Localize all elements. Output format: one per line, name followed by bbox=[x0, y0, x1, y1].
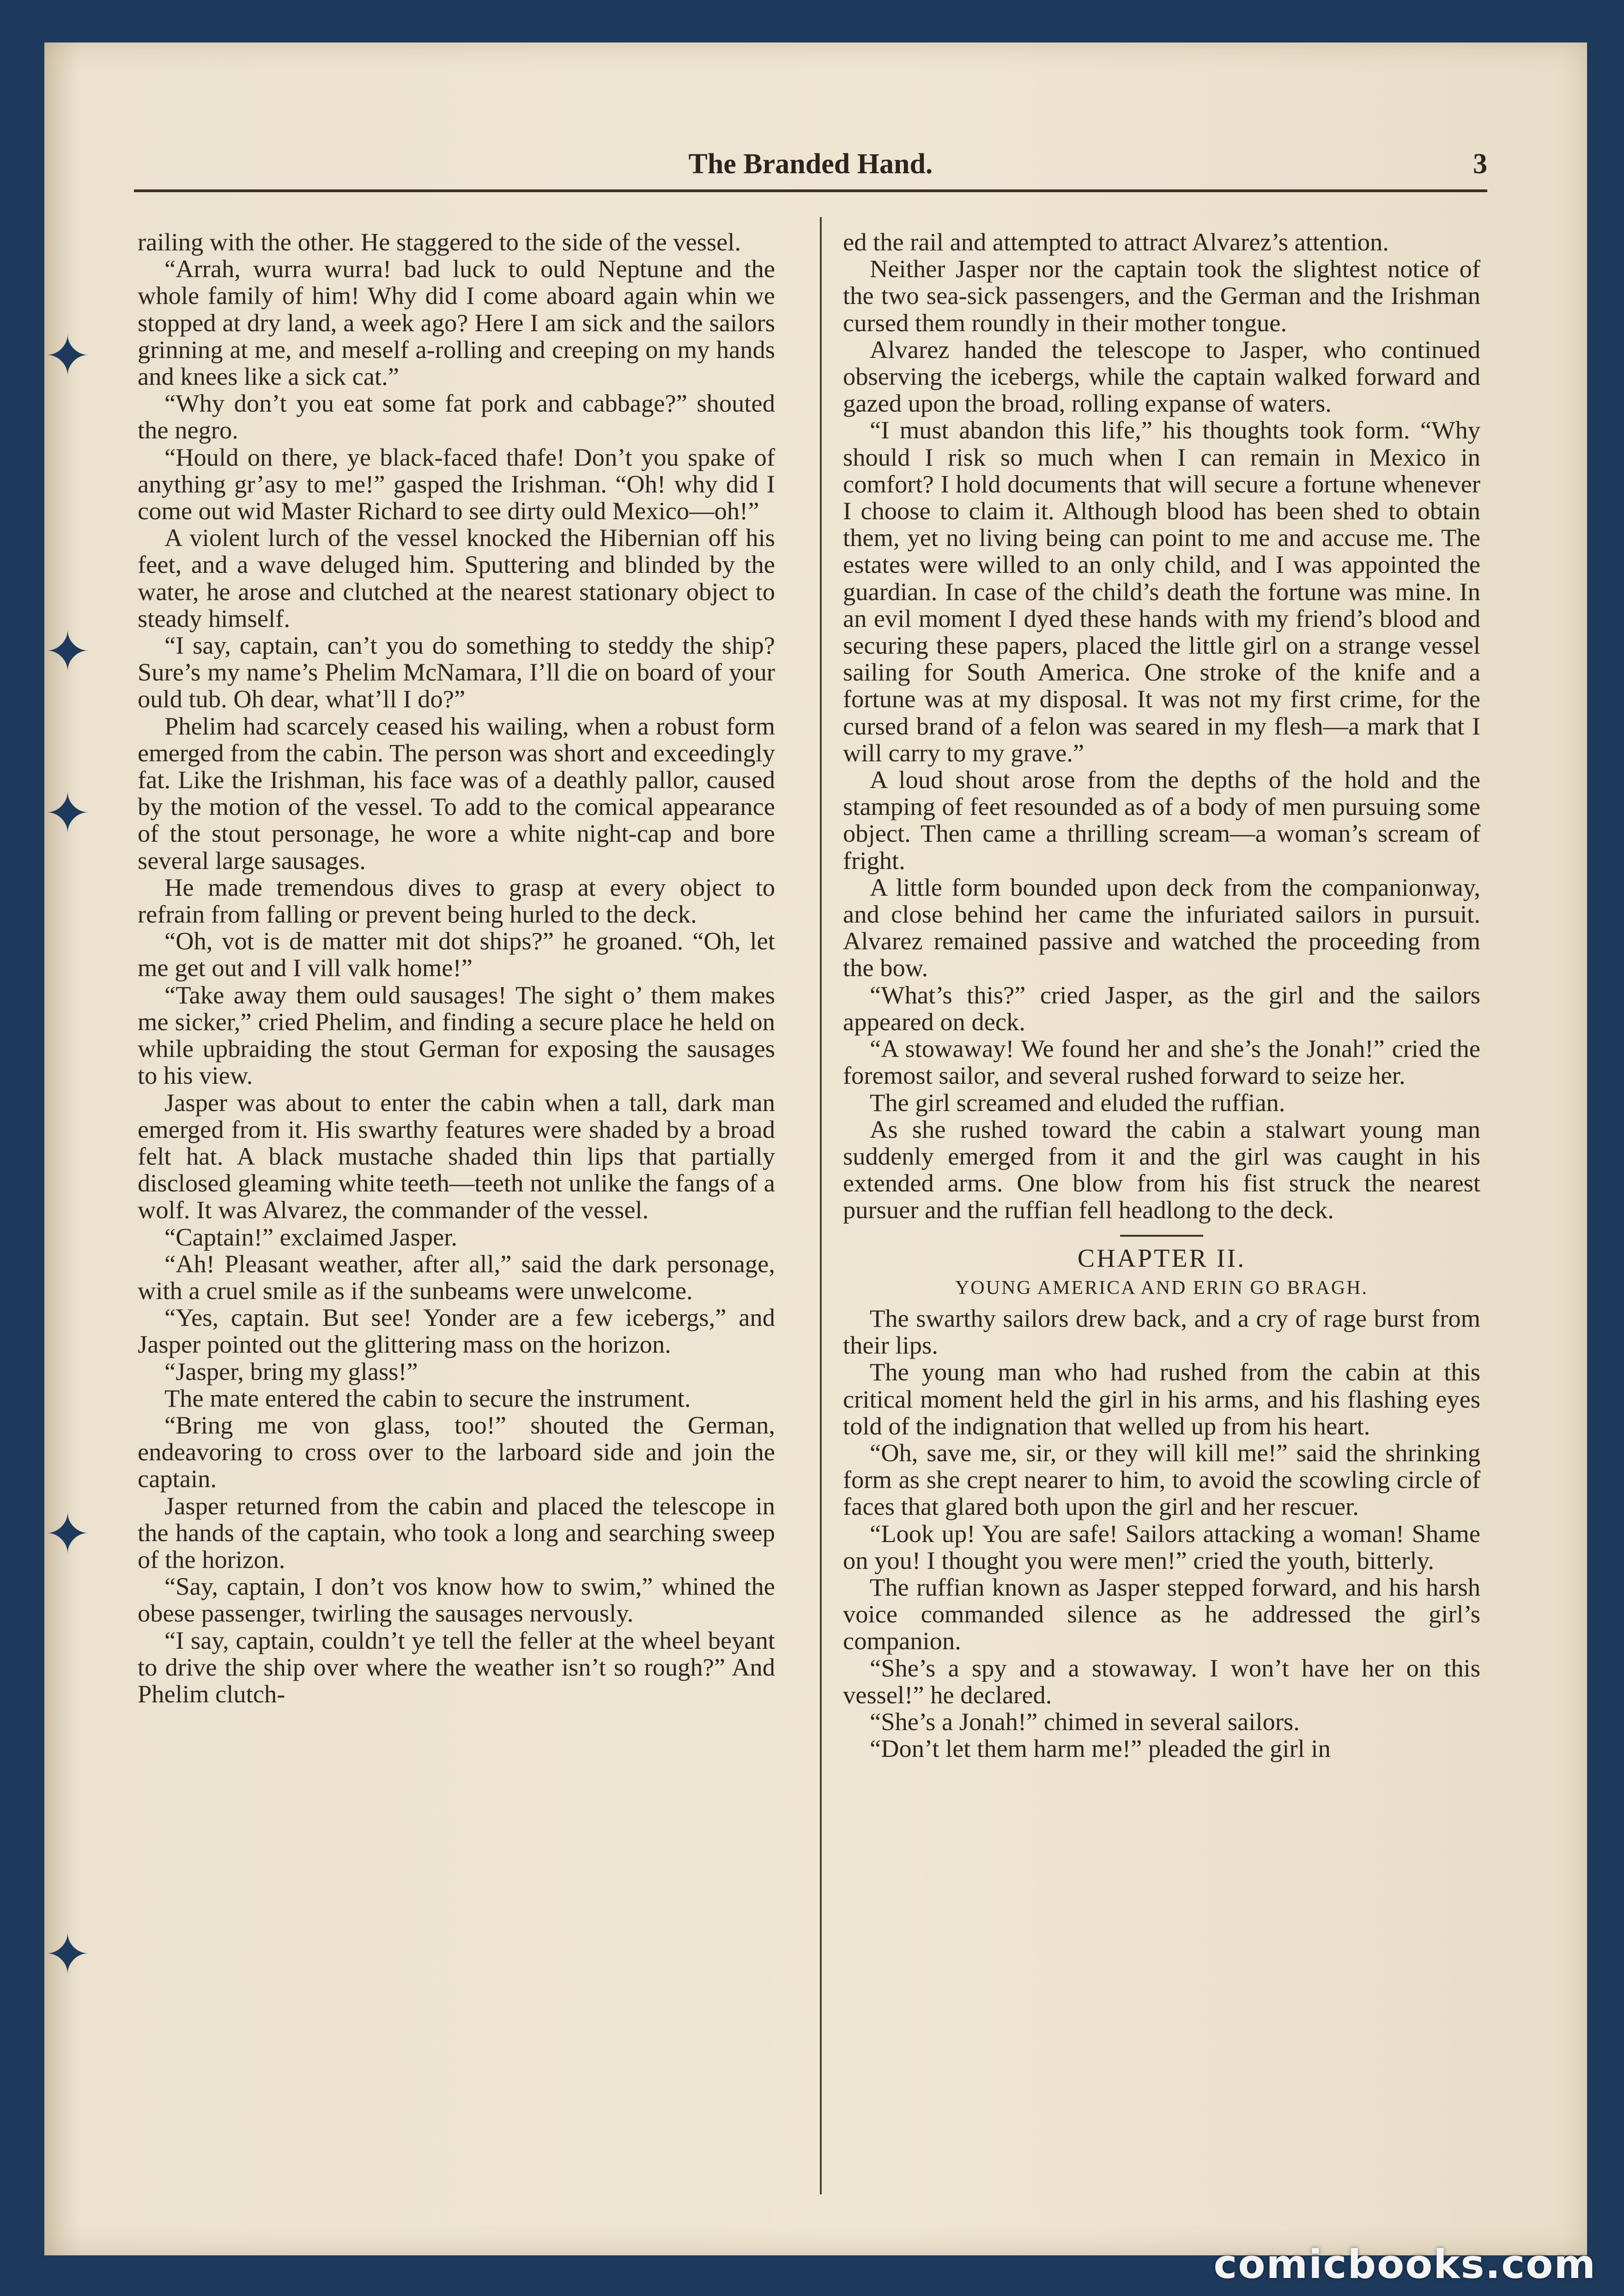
paragraph: A little form bounded upon deck from the companionway, and close behind her came the infuriated sailors in pursuit. Alvarez remained passive and watched the proceeding from the bow. bbox=[843, 873, 1480, 982]
paragraph: “I say, captain, can’t you do something to steddy the ship? Sure’s my name’s Phelim McNamara, I’ll die on board of your ould tub. Oh dear, what’ll I do?” bbox=[138, 631, 775, 713]
binding-stitch: ✦ bbox=[44, 621, 91, 683]
binding-stitch: ✦ bbox=[44, 1504, 91, 1565]
left-column bbox=[138, 229, 775, 1707]
paragraph: “Arrah, wurra wurra! bad luck to ould Neptune and the whole family of him! Why did I come aboard again whin we stopped at dry land, a week ago? Here I am sick and the sailors grinning at me, and meself a-rolling and creeping on my hands and knees like a sick cat.” bbox=[138, 255, 775, 391]
paragraph: “Yes, captain. But see! Yonder are a few icebergs,” and Jasper pointed out the glittering mass on the horizon. bbox=[138, 1303, 775, 1359]
binding-stitch: ✦ bbox=[44, 326, 91, 387]
chapter-rule bbox=[1120, 1235, 1203, 1237]
page-number: 3 bbox=[1473, 148, 1487, 180]
paragraph: As she rushed toward the cabin a stalwart young man suddenly emerged from it and the girl was caught in his extended arms. One blow from his fist struck the nearest pursuer and the ruffian fell headlong to the deck. bbox=[843, 1115, 1480, 1224]
paragraph: “Why don’t you eat some fat pork and cabbage?” shouted the negro. bbox=[138, 389, 775, 444]
paragraph: The swarthy sailors drew back, and a cry of rage burst from their lips. bbox=[843, 1304, 1480, 1360]
right-column-text-before-chapter bbox=[843, 229, 1480, 1224]
right-column bbox=[843, 229, 1480, 1762]
paragraph: Jasper returned from the cabin and placed the telescope in the hands of the captain, who took a long and searching sweep of the horizon. bbox=[138, 1491, 775, 1573]
paragraph: “I say, captain, couldn’t ye tell the feller at the wheel beyant to drive the ship over where the weather isn’t so rough?” And Phelim clutch- bbox=[138, 1626, 775, 1708]
paragraph: Alvarez handed the telescope to Jasper, who continued observing the icebergs, while the captain walked forward and gazed upon the broad, rolling expanse of waters. bbox=[843, 335, 1480, 418]
binding-stitch: ✦ bbox=[44, 1924, 91, 1986]
paragraph: Jasper was about to enter the cabin when a tall, dark man emerged from it. His swarthy features were shaded by a broad felt hat. A black mustache shaded thin lips that partially disclosed gleaming white teeth—teeth not unlike the fangs of a wolf. It was Alvarez, the commander of the vessel. bbox=[138, 1088, 775, 1224]
paragraph: “Say, captain, I don’t vos know how to swim,” whined the obese passenger, twirling the sausages nervously. bbox=[138, 1572, 775, 1628]
paragraph: “Oh, save me, sir, or they will kill me!” said the shrinking form as she crept nearer to him, to avoid the scowling circle of faces that glared both upon the girl and her rescuer. bbox=[843, 1438, 1480, 1521]
binding-stitch: ✦ bbox=[44, 783, 91, 844]
paragraph: A loud shout arose from the depths of the hold and the stamping of feet resounded as of a body of men pursuing some object. Then came a thrilling scream—a woman’s scream of fright. bbox=[843, 765, 1480, 875]
paragraph: “Oh, vot is de matter mit dot ships?” he groaned. “Oh, let me get out and I vill valk home!” bbox=[138, 927, 775, 982]
paragraph: “Look up! You are safe! Sailors attacking a woman! Shame on you! I thought you were men!” cried the youth, bitterly. bbox=[843, 1519, 1480, 1574]
paragraph: The girl screamed and eluded the ruffian. bbox=[870, 1088, 1285, 1117]
paragraph: “She’s a spy and a stowaway. I won’t have her on this vessel!” he declared. bbox=[843, 1653, 1480, 1709]
paragraph: Neither Jasper nor the captain took the slightest notice of the two sea-sick passengers, and the German and the Irishman cursed them roundly in their mother tongue. bbox=[843, 255, 1480, 337]
paragraph: “I must abandon this life,” his thoughts took form. “Why should I risk so much when I can remain in Mexico in comfort? I hold documents that will secure a fortune whenever I choose to claim it. Although blood has been shed to obtain them, yet no living being can point to me and accuse me. The estates were willed to an only child, and I was appointed the guardian. In case of the child’s death the fortune was mine. In an evil moment I dyed these hands with my friend’s blood and securing these papers, placed the little girl on a strange vessel sailing for South America. One stroke of the knife and a fortune was at my disposal. It was not my first crime, for the cursed brand of a felon was seared in my flesh—a mark that I will carry to my grave.” bbox=[843, 416, 1480, 767]
paragraph: railing with the other. He staggered to the side of the vessel. bbox=[138, 228, 741, 256]
paragraph: “Captain!” exclaimed Jasper. bbox=[164, 1222, 458, 1251]
paragraph: “She’s a Jonah!” chimed in several sailors. bbox=[870, 1707, 1300, 1736]
paragraph: “Ah! Pleasant weather, after all,” said the dark personage, with a cruel smile as if the sunbeams were unwelcome. bbox=[138, 1249, 775, 1305]
paragraph: The young man who had rushed from the cabin at this critical moment held the girl in his arms, and his flashing eyes told of the indignation that welled up from his heart. bbox=[843, 1358, 1480, 1440]
paragraph: The mate entered the cabin to secure the instrument. bbox=[164, 1384, 691, 1412]
paragraph: Phelim had scarcely ceased his wailing, when a robust form emerged from the cabin. The person was short and exceedingly fat. Like the Irishman, his face was of a deathly pallor, caused by the motion of the vessel. To add to the comical appearance of the stout personage, he wore a white night-cap and bore several large sausages. bbox=[138, 711, 775, 875]
right-column-text-after-chapter bbox=[843, 1305, 1480, 1762]
paragraph: A violent lurch of the vessel knocked the Hibernian off his feet, and a wave deluged him. Sputtering and blinded by the water, he arose and clutched at the nearest stationary object to steady himself. bbox=[138, 523, 775, 632]
paragraph: “Hould on there, ye black-faced thafe! Don’t you spake of anything gr’asy to me!” gasped the Irishman. “Oh! why did I come out wid Master Richard to see dirty ould Mexico—oh!” bbox=[138, 443, 775, 525]
chapter-title: CHAPTER II. bbox=[1077, 1244, 1246, 1273]
paragraph: The ruffian known as Jasper stepped forward, and his harsh voice commanded silence as he addressed the girl’s companion. bbox=[843, 1573, 1480, 1655]
column-divider bbox=[820, 217, 822, 2194]
running-title: The Branded Hand. bbox=[688, 148, 933, 180]
paragraph: “What’s this?” cried Jasper, as the girl and the sailors appeared on deck. bbox=[843, 980, 1480, 1036]
paragraph: “Take away them ould sausages! The sight o’ them makes me sicker,” cried Phelim, and finding a secure place he held on while upbraiding the stout German for exposing the sausages to his view. bbox=[138, 980, 775, 1090]
watermark: comicbooks.com bbox=[1213, 2241, 1596, 2288]
page-header bbox=[134, 134, 1487, 192]
paragraph: He made tremendous dives to grasp at every object to refrain from falling or prevent being hurled to the deck. bbox=[138, 873, 775, 929]
paragraph: “Jasper, bring my glass!” bbox=[164, 1357, 418, 1385]
paragraph: ed the rail and attempted to attract Alvarez’s attention. bbox=[843, 228, 1389, 256]
paragraph: “Don’t let them harm me!” pleaded the girl in bbox=[870, 1734, 1331, 1763]
chapter-subtitle: YOUNG AMERICA AND ERIN GO BRAGH. bbox=[955, 1277, 1369, 1299]
paragraph: “A stowaway! We found her and she’s the Jonah!” cried the foremost sailor, and several rushed forward to seize her. bbox=[843, 1034, 1480, 1090]
paragraph: “Bring me von glass, too!” shouted the German, endeavoring to cross over to the larboard side and join the captain. bbox=[138, 1410, 775, 1493]
